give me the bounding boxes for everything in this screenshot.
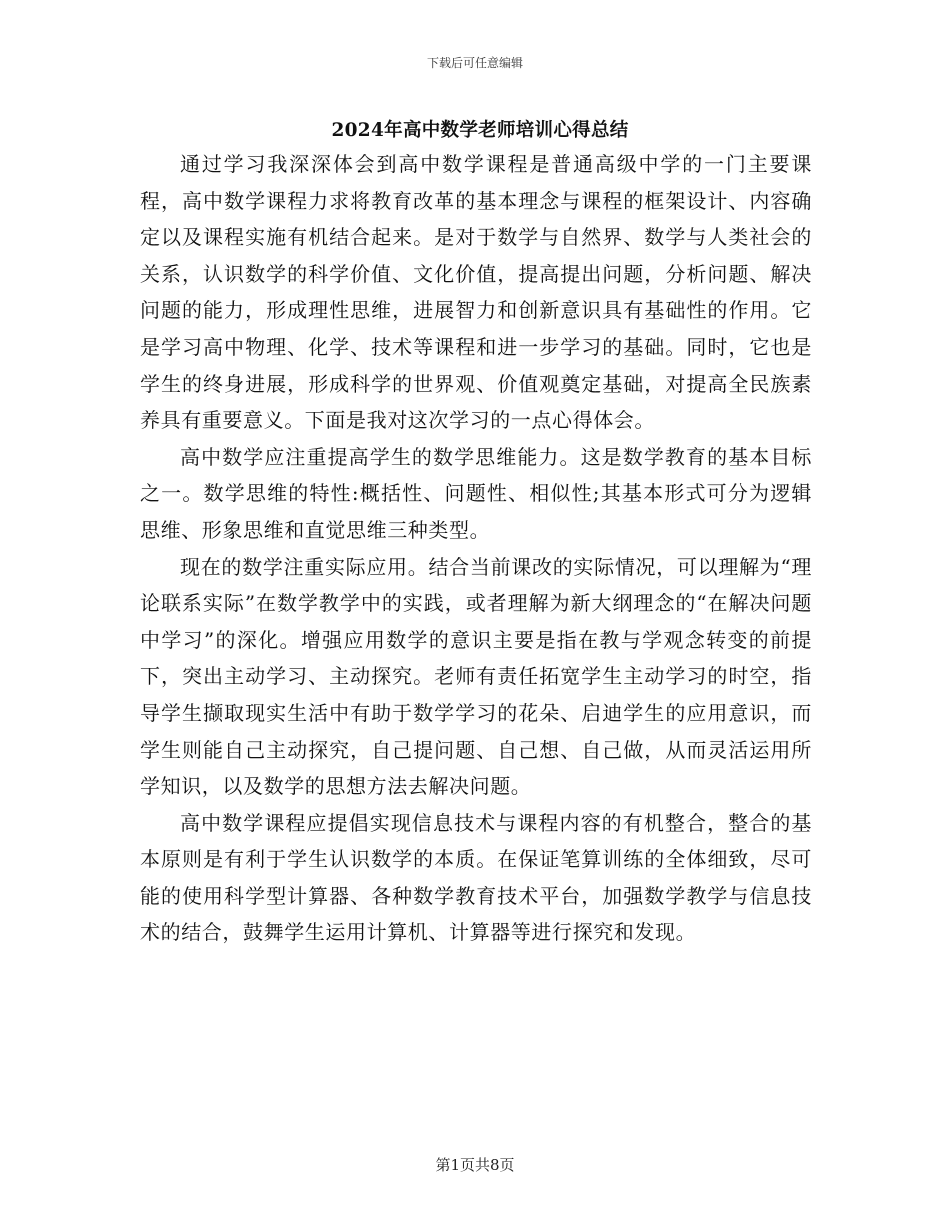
paragraph-4: 高中数学课程应提倡实现信息技术与课程内容的有机整合，整合的基本原则是有利于学生认识数学的本质。在保证笔算训练的全体细致，尽可能的使用科学型计算器、各种数学教育技术平台，加强数学教学与信息技术的结合，鼓舞学生运用计算机、计算器等进行探究和发现。 — [140, 810, 812, 945]
header-note: 下载后可任意编辑 — [426, 56, 523, 70]
paragraph-2: 高中数学应注重提高学生的数学思维能力。这是数学教育的基本目标之一。数学思维的特性:概括性、问题性、相似性;其基本形式可分为逻辑思维、形象思维和直觉思维三种类型。 — [140, 444, 812, 542]
paragraph-1: 通过学习我深深体会到高中数学课程是普通高级中学的一门主要课程，高中数学课程力求将教育改革的基本理念与课程的框架设计、内容确定以及课程实施有机结合起来。是对于数学与自然界、数学与人类社会的关系，认识数学的科学价值、文化价值，提高提出问题，分析问题、解决问题的能力，形成理性思维，进展智力和创新意识具有基础性的作用。它是学习高中物理、化学、技术等课程和进一步学习的基础。同时，它也是学生的终身进展，形成科学的世界观、价值观奠定基础，对提高全民族素养具有重要意义。下面是我对这次学习的一点心得体会。 — [140, 152, 812, 433]
page-number-footer: 第1页共8页 — [435, 1156, 515, 1174]
document-body — [140, 146, 812, 951]
document-title: 2024年高中数学老师培训心得总结 — [331, 120, 629, 141]
paragraph-3: 现在的数学注重实际应用。结合当前课改的实际情况，可以理解为“理论联系实际”在数学教学中的实践，或者理解为新大纲理念的“在解决问题中学习”的深化。增强应用数学的意识主要是指在教与学观念转变的前提下，突出主动学习、主动探究。老师有责任拓宽学生主动学习的时空，指导学生撷取现实生活中有助于数学学习的花朵、启迪学生的应用意识，而学生则能自己主动探究，自己提问题、自己想、自己做，从而灵活运用所学知识，以及数学的思想方法去解决问题。 — [140, 554, 812, 799]
